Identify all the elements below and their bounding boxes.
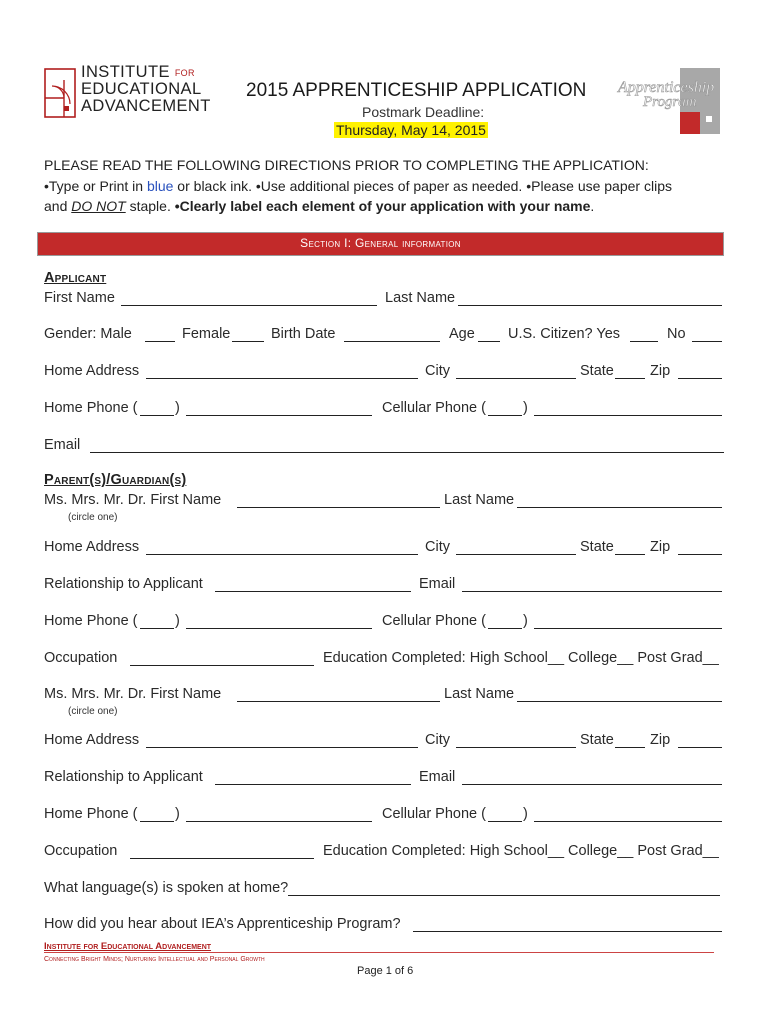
guardian2-state-field[interactable] <box>615 747 645 748</box>
citizen-yes-field[interactable] <box>630 341 658 342</box>
guardian2-circle-one-note: (circle one) <box>68 706 118 717</box>
applicant-last-name-field[interactable] <box>458 305 722 306</box>
guardian1-occupation-label: Occupation <box>44 650 118 666</box>
guardian2-email-label: Email <box>419 769 456 785</box>
heard-answer-field[interactable] <box>413 931 722 932</box>
footer-org-name: Institute for Educational Advancement <box>44 941 212 952</box>
applicant-address-field[interactable] <box>146 378 418 379</box>
applicant-first-name-field[interactable] <box>121 305 377 306</box>
applicant-cell-phone-field[interactable] <box>534 415 722 416</box>
guardian2-email-field[interactable] <box>462 784 722 785</box>
guardian2-address-label: Home Address <box>44 732 140 748</box>
birth-date-label: Birth Date <box>271 326 336 342</box>
guardian1-address-field[interactable] <box>146 554 418 555</box>
guardian1-state-label: State <box>580 539 614 555</box>
badge-word-1: Apprenticeship <box>618 79 715 96</box>
applicant-home-area-code-field[interactable] <box>140 415 174 416</box>
logo-mark-icon <box>44 68 76 118</box>
last-name-label: Last Name <box>385 290 456 306</box>
guardian2-home-area-code-field[interactable] <box>140 821 174 822</box>
guardian2-last-name-label: Last Name <box>444 686 515 702</box>
gender-male-label: Gender: Male <box>44 326 132 342</box>
guardian2-home-phone-paren: ) <box>175 806 180 822</box>
applicant-home-phone-field[interactable] <box>186 415 372 416</box>
home-phone-label: Home Phone ( <box>44 400 138 416</box>
cell-phone-label: Cellular Phone ( <box>382 400 486 416</box>
guardian1-education-label[interactable]: Education Completed: High School__ College__ Post Grad__ <box>323 650 719 666</box>
guardian1-address-label: Home Address <box>44 539 140 555</box>
guardian2-zip-field[interactable] <box>678 747 722 748</box>
language-question-label: What language(s) is spoken at home? <box>44 880 289 896</box>
directions-line-1: •Type or Print in blue or black ink. •Use additional pieces of paper as needed. •Please use paper clips <box>44 178 672 194</box>
home-phone-paren: ) <box>175 400 180 416</box>
guardian1-home-phone-label: Home Phone ( <box>44 613 138 629</box>
guardian2-cell-phone-label: Cellular Phone ( <box>382 806 486 822</box>
zip-label: Zip <box>650 363 671 379</box>
guardian1-email-label: Email <box>419 576 456 592</box>
apprenticeship-program-logo <box>615 68 720 134</box>
badge-word-2: Program <box>643 94 697 110</box>
directions-line-2: and DO NOT staple. •Clearly label each element of your application with your name. <box>44 198 595 214</box>
deadline-date: Thursday, May 14, 2015 <box>336 122 486 138</box>
gender-female-field[interactable] <box>232 341 264 342</box>
guardian2-first-name-field[interactable] <box>237 701 440 702</box>
citizen-no-label: No <box>667 326 686 342</box>
guardian1-relationship-field[interactable] <box>215 591 411 592</box>
guardian2-education-label[interactable]: Education Completed: High School__ College__ Post Grad__ <box>323 843 719 859</box>
guardian1-prefix-first-label: Ms. Mrs. Mr. Dr. First Name <box>44 492 222 508</box>
age-label: Age <box>449 326 475 342</box>
guardian1-cell-phone-paren: ) <box>523 613 528 629</box>
language-answer-field[interactable] <box>288 895 720 896</box>
guardian1-last-name-field[interactable] <box>517 507 722 508</box>
logo-wordmark: INSTITUTE $^{FOR}$ EDUCATIONAL ADVANCEMENT <box>81 63 211 115</box>
guardian1-home-phone-paren: ) <box>175 613 180 629</box>
guardian2-prefix-first-label: Ms. Mrs. Mr. Dr. First Name <box>44 686 222 702</box>
citizen-yes-label: U.S. Citizen? Yes <box>508 326 621 342</box>
applicant-email-field[interactable] <box>90 452 724 453</box>
applicant-state-field[interactable] <box>615 378 645 379</box>
applicant-cell-area-code-field[interactable] <box>488 415 522 416</box>
guardian2-relationship-field[interactable] <box>215 784 411 785</box>
guardian1-occupation-field[interactable] <box>130 665 314 666</box>
footer-divider <box>44 952 714 953</box>
applicant-city-field[interactable] <box>456 378 576 379</box>
guardian2-city-field[interactable] <box>456 747 576 748</box>
guardian1-zip-field[interactable] <box>678 554 722 555</box>
guardian2-home-phone-field[interactable] <box>186 821 372 822</box>
footer-tagline: Connecting Bright Minds; Nurturing Intellectual and Personal Growth <box>44 956 265 963</box>
home-address-label: Home Address <box>44 363 140 379</box>
first-name-label: First Name <box>44 290 115 306</box>
guardian2-home-phone-label: Home Phone ( <box>44 806 138 822</box>
directions-heading: PLEASE READ THE FOLLOWING DIRECTIONS PRIOR TO COMPLETING THE APPLICATION: <box>44 157 649 173</box>
guardian1-email-field[interactable] <box>462 591 722 592</box>
guardian2-address-field[interactable] <box>146 747 418 748</box>
guardian2-last-name-field[interactable] <box>517 701 722 702</box>
guardian1-first-name-field[interactable] <box>237 507 440 508</box>
guardian1-last-name-label: Last Name <box>444 492 515 508</box>
guardian1-circle-one-note: (circle one) <box>68 512 118 523</box>
citizen-no-field[interactable] <box>692 341 722 342</box>
city-label: City <box>425 363 450 379</box>
state-label: State <box>580 363 614 379</box>
guardian1-relationship-label: Relationship to Applicant <box>44 576 203 592</box>
page-number: Page 1 of 6 <box>357 965 414 977</box>
guardian1-cell-phone-field[interactable] <box>534 628 722 629</box>
applicant-heading: Applicant <box>44 270 107 286</box>
guardians-heading: Parent(s)/Guardian(s) <box>44 472 187 488</box>
guardian2-occupation-field[interactable] <box>130 858 314 859</box>
guardian1-cell-area-code-field[interactable] <box>488 628 522 629</box>
gender-female-label: Female <box>182 326 231 342</box>
applicant-zip-field[interactable] <box>678 378 722 379</box>
guardian1-city-field[interactable] <box>456 554 576 555</box>
gender-male-field[interactable] <box>145 341 175 342</box>
age-field[interactable] <box>478 341 500 342</box>
heard-question-label: How did you hear about IEA’s Apprenticeship Program? <box>44 916 401 932</box>
guardian2-cell-phone-field[interactable] <box>534 821 722 822</box>
deadline-label: Postmark Deadline: <box>362 104 485 120</box>
guardian1-home-phone-field[interactable] <box>186 628 372 629</box>
guardian2-zip-label: Zip <box>650 732 671 748</box>
guardian1-zip-label: Zip <box>650 539 671 555</box>
section-title: Section I: General information <box>300 236 461 250</box>
guardian2-relationship-label: Relationship to Applicant <box>44 769 203 785</box>
guardian1-state-field[interactable] <box>615 554 645 555</box>
guardian2-state-label: State <box>580 732 614 748</box>
guardian2-cell-phone-paren: ) <box>523 806 528 822</box>
guardian2-city-label: City <box>425 732 450 748</box>
birth-date-field[interactable] <box>344 341 440 342</box>
cell-phone-paren: ) <box>523 400 528 416</box>
email-label: Email <box>44 437 81 453</box>
guardian2-cell-area-code-field[interactable] <box>488 821 522 822</box>
guardian1-cell-phone-label: Cellular Phone ( <box>382 613 486 629</box>
page-title: 2015 APPRENTICESHIP APPLICATION <box>246 80 587 101</box>
guardian2-occupation-label: Occupation <box>44 843 118 859</box>
guardian1-city-label: City <box>425 539 450 555</box>
guardian1-home-area-code-field[interactable] <box>140 628 174 629</box>
